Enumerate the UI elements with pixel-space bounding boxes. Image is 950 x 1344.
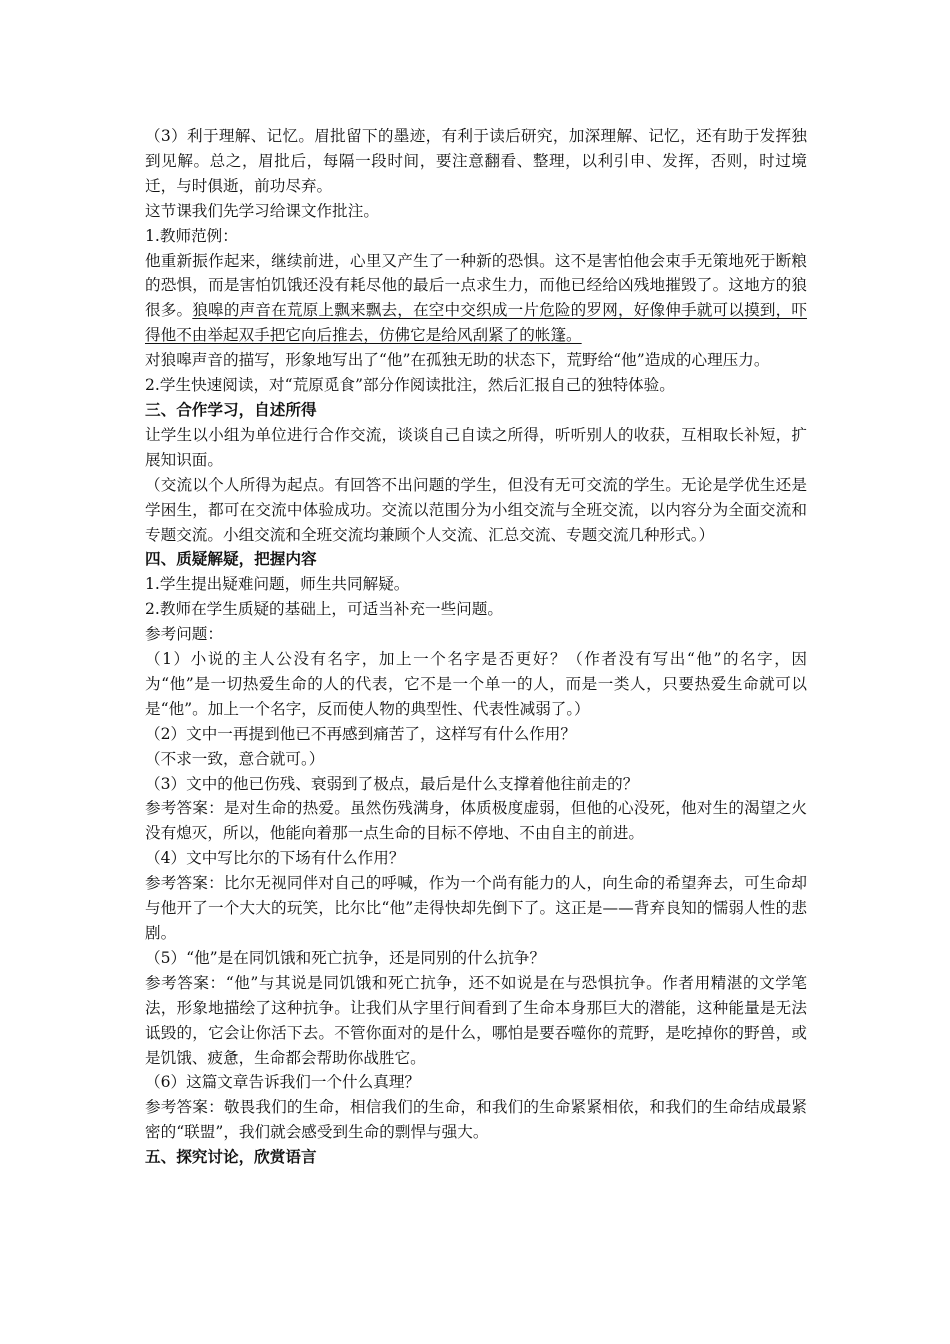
answer-6: 参考答案：敬畏我们的生命，相信我们的生命，和我们的生命紧紧相依，和我们的生命结成最紧密的“联盟”，我们就会感受到生命的剽悍与强大。 xyxy=(145,1098,807,1142)
paragraph-benefit-3: （3）利于理解、记忆。眉批留下的墨迹，有利于读后研究，加深理解、记忆，还有助于发挥独到见解。总之，眉批后，每隔一段时间，要注意翻看、整理，以利引申、发挥，否则，时过境迁，与时俱逝，前功尽弃。 xyxy=(145,127,807,195)
question-6: （6）这篇文章告诉我们一个什么真理？ xyxy=(145,1073,421,1092)
paragraph-step-2: 2.教师在学生质疑的基础上，可适当补充一些问题。 xyxy=(145,600,503,619)
example-text-underlined: 狼嗥的声音在荒原上飘来飘去，在空中交织成一片危险的罗网，好像伸手就可以摸到，吓得他不由举起双手把它向后推去，仿佛它是给风刮紧了的帐篷。 xyxy=(145,301,807,345)
paragraph-group-exchange: 让学生以小组为单位进行合作交流，谈谈自己自读之所得，听听别人的收获，互相取长补短，扩展知识面。 xyxy=(145,425,807,469)
example-text-plain: 他重新振作起来，继续前进，心里又产生了一种新的恐惧。这不是害怕他会束手无策地死于断粮的恐惧，而是害怕饥饿还没有耗尽他的最后一点求生力，而他已经给凶残地摧毁了。这地方的狼很多。 xyxy=(145,251,807,320)
paragraph-exchange-note: （交流以个人所得为起点。有回答不出问题的学生，但没有无可交流的学生。无论是学优生还是学困生，都可在交流中体验成功。交流以范围分为小组交流与全班交流，以内容分为全面交流和专题交流。小组交流和全班交流均兼顾个人交流、汇总交流、专题交流几种形式。） xyxy=(145,475,807,544)
answer-5: 参考答案：“他”与其说是同饥饿和死亡抗争，还不如说是在与恐惧抗争。作者用精湛的文学笔法，形象地描绘了这种抗争。让我们从字里行间看到了生命本身那巨大的潜能，这种能量是无法诋毁的，它会让你活下去。不管你面对的是什么，哪怕是要吞噬你的荒野，是吃掉你的野兽，或是饥饿、疲惫，生命都会帮助你战胜它。 xyxy=(145,973,807,1067)
section-heading-questions: 四、质疑解疑，把握内容 xyxy=(145,550,317,569)
paragraph-reference-questions-label: 参考问题： xyxy=(145,625,223,644)
answer-2: （不求一致，意合就可。） xyxy=(145,749,325,768)
paragraph-lesson-intro: 这节课我们先学习给课文作批注。 xyxy=(145,201,379,220)
question-4: （4）文中写比尔的下场有什么作用？ xyxy=(145,849,405,868)
paragraph-example-text xyxy=(145,249,807,349)
answer-3: 参考答案：是对生命的热爱。虽然伤残满身，体质极度虚弱，但他的心没死，他对生的渴望之火没有熄灭，所以，他能向着那一点生命的目标不停地、不由自主的前进。 xyxy=(145,799,807,843)
paragraph-example-comment: 对狼嗥声音的描写，形象地写出了“他”在孤独无助的状态下，荒野给“他”造成的心理压力。 xyxy=(145,351,770,370)
question-5: （5）“他”是在同饥饿和死亡抗争，还是同别的什么抗争？ xyxy=(145,948,546,967)
paragraph-student-reading: 2.学生快速阅读，对“荒原觅食”部分作阅读批注，然后汇报自己的独特体验。 xyxy=(145,376,675,395)
section-heading-discussion: 五、探究讨论，欣赏语言 xyxy=(145,1148,317,1167)
answer-4: 参考答案：比尔无视同伴对自己的呼喊，作为一个尚有能力的人，向生命的希望奔去，可生命却与他开了一个大大的玩笑，比尔比“他”走得快却先倒下了。这正是——背弃良知的懦弱人性的悲剧。 xyxy=(145,874,807,942)
question-2: （2）文中一再提到他已不再感到痛苦了，这样写有什么作用？ xyxy=(145,724,576,743)
paragraph-teacher-example-label: 1.教师范例： xyxy=(145,226,238,245)
section-heading-cooperative-learning: 三、合作学习，自述所得 xyxy=(145,400,317,419)
question-1: （1）小说的主人公没有名字，加上一个名字是否更好？（作者没有写出“他”的名字，因为“他”是一切热爱生命的人的代表，它不是一个单一的人，而是一类人，只要热爱生命就可以是“他”。加上一个名字，反而使人物的典型性、代表性减弱了。） xyxy=(145,650,807,718)
document-page xyxy=(145,124,807,1170)
question-3: （3）文中的他已伤残、衰弱到了极点，最后是什么支撑着他往前走的？ xyxy=(145,774,639,793)
paragraph-step-1: 1.学生提出疑难问题，师生共同解疑。 xyxy=(145,575,410,594)
